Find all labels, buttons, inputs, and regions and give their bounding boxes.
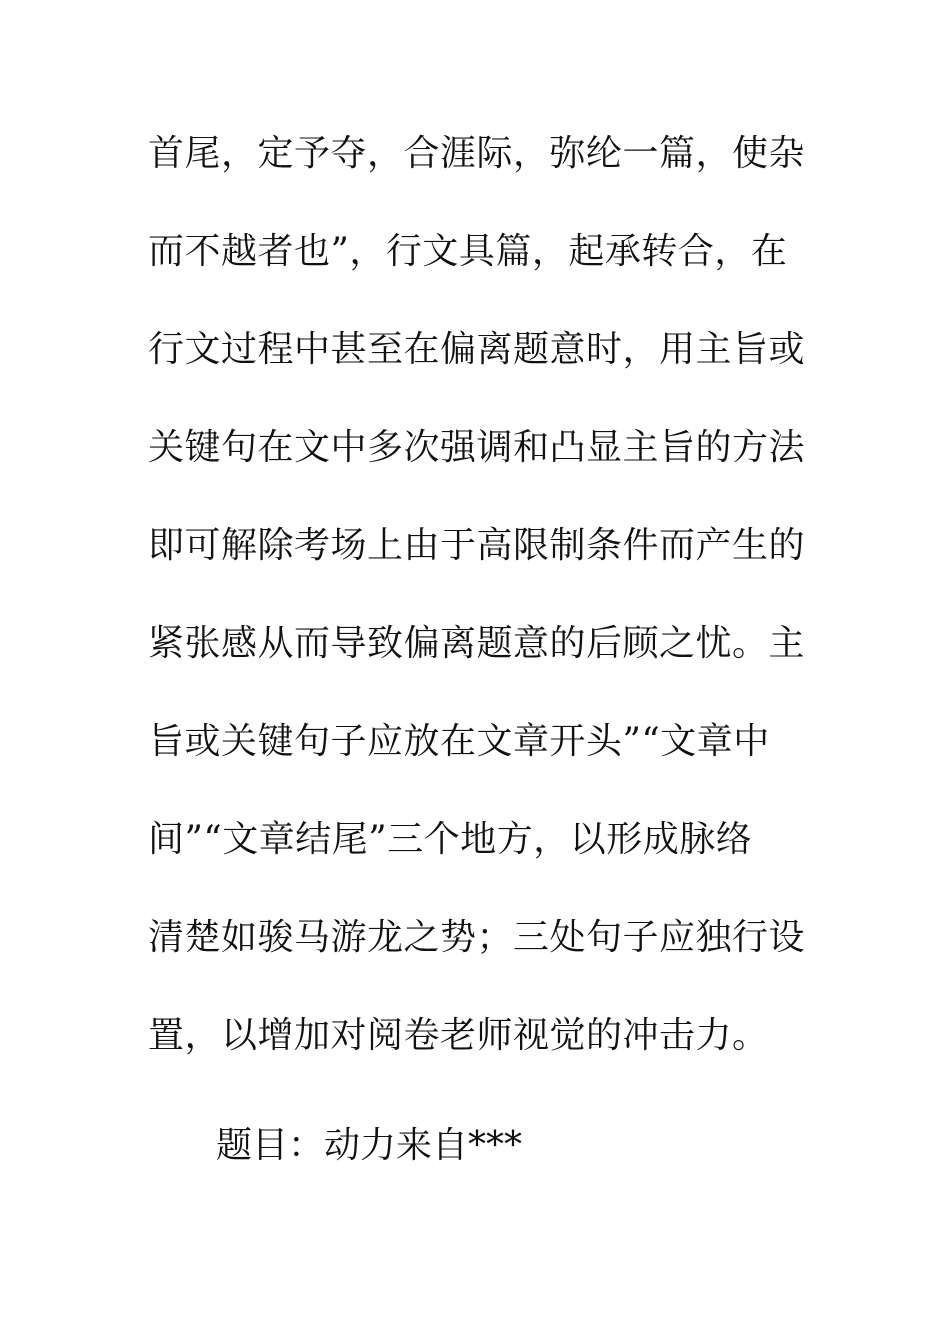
- text-line: 而不越者也”，行文具篇，起承转合，在: [148, 231, 788, 272]
- text-line: 紧张感从而导致偏离题意的后顾之忧。主: [148, 623, 806, 664]
- text-line: 旨或关键句子应放在文章开头”“文章中: [148, 721, 770, 762]
- text-line: 关键句在文中多次强调和凸显主旨的方法: [148, 427, 806, 468]
- text-line: 首尾，定予夺，合涯际，弥纶一篇，使杂: [148, 133, 806, 174]
- text-line: 清楚如骏马游龙之势；三处句子应独行设: [148, 917, 806, 958]
- text-line: 置，以增加对阅卷老师视觉的冲击力。: [148, 1015, 769, 1056]
- body-paragraph: [148, 122, 808, 1102]
- text-line: 行文过程中甚至在偏离题意时，用主旨或: [148, 329, 806, 370]
- section-heading: 题目：动力来自***: [216, 1125, 523, 1166]
- text-line: 间”“文章结尾”三个地方，以形成脉络: [148, 819, 753, 860]
- text-line: 即可解除考场上由于高限制条件而产生的: [148, 525, 806, 566]
